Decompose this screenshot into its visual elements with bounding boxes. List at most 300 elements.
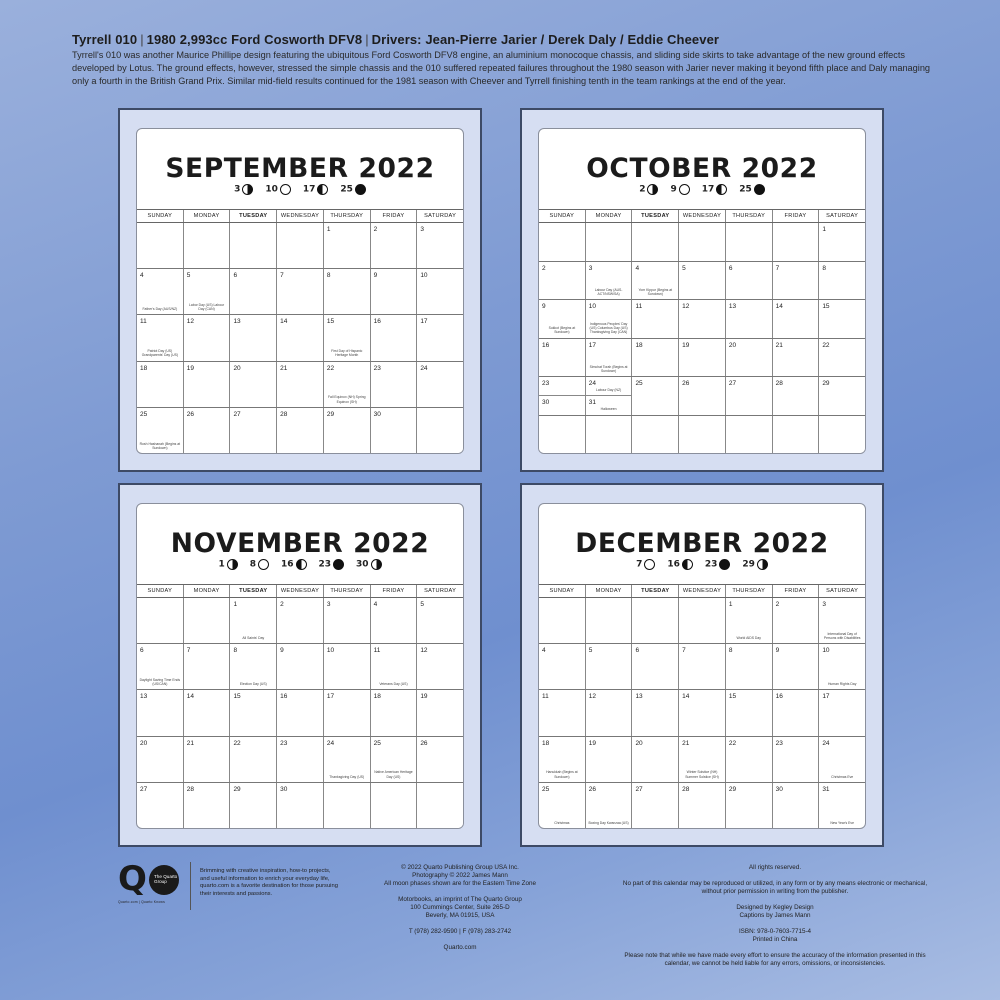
day-number: 24 xyxy=(822,739,830,747)
day-cell xyxy=(230,644,277,689)
moon-phase xyxy=(670,184,689,195)
day-cell xyxy=(324,362,371,407)
week-row xyxy=(137,362,463,408)
moon-phase xyxy=(356,559,382,570)
day-cell xyxy=(324,598,371,643)
day-number: 10 xyxy=(822,647,830,655)
day-cell xyxy=(773,416,820,454)
day-number: 21 xyxy=(682,739,690,747)
moon-day: 3 xyxy=(234,184,241,195)
day-number: 8 xyxy=(822,264,826,272)
moon-note: All moon phases shown are for the Eastern Time Zone xyxy=(384,880,536,887)
day-cell xyxy=(277,315,324,360)
day-number: 28 xyxy=(775,380,783,387)
holiday-label: Halloween xyxy=(600,407,617,412)
day-cell xyxy=(679,223,726,261)
day-cell xyxy=(726,598,773,643)
day-cell xyxy=(417,269,463,314)
day-cell xyxy=(819,416,865,454)
day-cell xyxy=(819,223,865,261)
copyright: © 2022 Quarto Publishing Group USA Inc. xyxy=(401,864,519,871)
month-grid xyxy=(539,584,865,828)
day-half xyxy=(586,377,632,395)
moon-day: 29 xyxy=(742,559,755,570)
day-cell xyxy=(773,300,820,338)
day-cell xyxy=(230,737,277,782)
day-half xyxy=(586,395,632,414)
day-cell xyxy=(819,598,865,643)
day-cell xyxy=(417,783,463,828)
day-number: 9 xyxy=(775,647,780,655)
car-engine: 1980 2,993cc Ford Cosworth DFV8 xyxy=(146,32,363,47)
day-number: 4 xyxy=(635,264,640,272)
day-cell xyxy=(726,416,773,454)
holiday-label: International Day of Persons with Disabilities xyxy=(823,631,861,640)
moon-phase xyxy=(250,559,269,570)
new-moon-icon xyxy=(719,559,730,570)
weekday-label: SUNDAY xyxy=(137,210,184,222)
day-number: 15 xyxy=(326,318,335,326)
day-number: 2 xyxy=(373,226,378,233)
holiday-label: Fall Equinox (NH) Spring Equinox (SH) xyxy=(327,395,366,404)
day-number: 27 xyxy=(635,785,643,793)
day-cell xyxy=(632,300,679,338)
day-cell xyxy=(679,262,726,300)
day-cell xyxy=(184,598,231,643)
car-heading: Tyrrell 010 | 1980 2,993cc Ford Cosworth DFV8 | Drivers: Jean-Pierre Jarier / Derek Daly / Eddie Cheever xyxy=(72,32,720,47)
day-cell xyxy=(277,269,324,314)
holiday-label: Native American Heritage Day (US) xyxy=(374,770,413,779)
day-cell xyxy=(679,377,726,415)
holiday-label: Winter Solstice (NH) Summer Solstice (SH) xyxy=(685,770,719,779)
weekday-label: MONDAY xyxy=(184,210,231,222)
day-number: 19 xyxy=(588,739,596,747)
day-cell xyxy=(726,300,773,338)
day-cell xyxy=(137,223,184,268)
full-moon-icon xyxy=(644,559,655,570)
month-grid xyxy=(539,209,865,453)
address-line-2: Beverly, MA 01915, USA xyxy=(425,912,495,919)
day-cell xyxy=(726,339,773,377)
holiday-label: First Day of Hispanic Heritage Month xyxy=(331,349,363,358)
day-number: 27 xyxy=(728,380,737,387)
day-number: 15 xyxy=(233,693,241,701)
day-number: 11 xyxy=(140,318,147,326)
disclaimer: Please note that while we have made every effort to ensure the accuracy of the information presented in this calendar, we cannot be held liable for any errors, omissions, or inconsistencies. xyxy=(624,952,926,967)
day-cell xyxy=(679,300,726,338)
holiday-label: World AIDS Day xyxy=(736,636,761,640)
day-number: 23 xyxy=(373,364,381,372)
weekday-label: TUESDAY xyxy=(230,585,277,597)
day-cell xyxy=(277,737,324,782)
day-cell xyxy=(819,690,865,735)
holiday-label: Yom Kippur (Begins at Sundown) xyxy=(638,287,673,296)
day-cell xyxy=(586,783,633,828)
day-cell xyxy=(586,416,633,454)
day-cell xyxy=(324,408,371,453)
day-cell xyxy=(371,598,418,643)
holiday-label: Human Rights Day xyxy=(827,682,857,687)
day-cell xyxy=(539,783,586,828)
day-number: 20 xyxy=(728,341,737,349)
day-number: 17 xyxy=(588,341,596,349)
day-number: 27 xyxy=(233,410,241,418)
day-cell xyxy=(586,644,633,689)
day-number: 12 xyxy=(186,318,194,326)
day-cell xyxy=(137,362,184,407)
day-number: 21 xyxy=(775,341,783,349)
weekday-label: SATURDAY xyxy=(424,213,457,219)
day-cell xyxy=(726,223,773,261)
day-number: 4 xyxy=(373,601,378,608)
moon-day: 2 xyxy=(639,184,646,195)
holiday-label: Labor Day (US) Labour Day (CAN) xyxy=(189,303,225,312)
day-number: 31 xyxy=(822,785,830,793)
week-row xyxy=(137,598,463,644)
day-number: 8 xyxy=(728,647,733,655)
day-cell xyxy=(184,783,231,828)
day-cell xyxy=(819,737,865,782)
weekday-label: FRIDAY xyxy=(371,585,418,597)
weekday-header xyxy=(137,585,463,598)
day-cell xyxy=(632,377,679,415)
weekday-label: SUNDAY xyxy=(137,585,184,597)
weekday-label: THURSDAY xyxy=(324,585,371,597)
day-cell xyxy=(371,223,418,268)
weeks xyxy=(539,598,865,828)
day-number: 19 xyxy=(682,341,690,349)
day-number: 5 xyxy=(588,647,593,655)
day-cell xyxy=(539,377,586,415)
week-row xyxy=(539,416,865,454)
moon-day: 25 xyxy=(340,184,353,195)
weekday-label: THURSDAY xyxy=(726,210,773,222)
day-cell xyxy=(371,783,418,828)
holiday-label: Indigenous Peoples' Day (US) Columbus Day (US) Thanksgiving Day (CAN) xyxy=(589,321,628,335)
day-cell xyxy=(417,737,463,782)
week-row xyxy=(137,223,463,269)
holiday-label: Daylight Saving Time Ends (US/CAN) xyxy=(139,678,181,687)
last-moon-icon xyxy=(317,184,328,195)
day-cell xyxy=(819,339,865,377)
day-number: 25 xyxy=(635,380,643,387)
day-cell xyxy=(277,690,324,735)
full-moon-icon xyxy=(258,559,269,570)
holiday-label: Labour Day (AUS-ACT/NSW/SA) xyxy=(594,287,623,296)
moon-phases xyxy=(137,184,463,195)
divider xyxy=(190,862,191,910)
week-row xyxy=(539,783,865,828)
holiday-label: Christmas xyxy=(554,820,570,825)
moon-phase xyxy=(667,559,693,570)
day-number: 10 xyxy=(326,647,335,655)
day-cell xyxy=(586,690,633,735)
day-number: 28 xyxy=(186,785,194,793)
day-number: 17 xyxy=(822,693,830,701)
first-moon-icon xyxy=(647,184,658,195)
moon-day: 16 xyxy=(280,559,294,570)
day-number: 30 xyxy=(280,785,288,793)
day-cell xyxy=(586,262,633,300)
legal-info xyxy=(615,864,935,968)
day-number: 2 xyxy=(280,601,284,608)
day-number: 29 xyxy=(233,785,241,793)
day-number: 30 xyxy=(373,410,381,418)
day-number: 9 xyxy=(542,303,546,310)
day-number: 4 xyxy=(140,272,144,280)
day-cell xyxy=(230,783,277,828)
moon-day: 7 xyxy=(636,559,643,570)
day-number: 12 xyxy=(588,693,596,701)
moon-day: 9 xyxy=(670,184,677,195)
isbn: ISBN: 978-0-7603-7715-4 xyxy=(738,928,812,935)
day-cell xyxy=(726,737,773,782)
day-cell xyxy=(417,408,463,453)
moon-phases xyxy=(539,559,865,570)
day-number: 19 xyxy=(186,364,194,372)
holiday-label: Father's Day (AUS/NZ) xyxy=(142,307,178,312)
month-card xyxy=(538,128,866,454)
day-number: 26 xyxy=(588,785,596,793)
day-number: 17 xyxy=(326,693,335,701)
day-number: 4 xyxy=(542,647,546,655)
weekday-label: WEDNESDAY xyxy=(679,585,726,597)
day-number: 7 xyxy=(186,647,191,655)
day-cell xyxy=(539,300,586,338)
holiday-label: All Saints' Day xyxy=(242,636,265,640)
day-number: 14 xyxy=(186,693,194,701)
day-cell xyxy=(586,377,633,415)
week-row xyxy=(539,598,865,644)
day-number: 25 xyxy=(140,410,148,418)
day-number: 23 xyxy=(775,739,783,747)
day-number: 31 xyxy=(588,399,596,407)
day-number: 6 xyxy=(233,272,238,280)
week-row xyxy=(137,315,463,361)
day-cell xyxy=(277,598,324,643)
day-cell xyxy=(632,598,679,643)
holiday-label: Christmas Eve xyxy=(831,774,854,779)
page-footer xyxy=(0,858,1000,1000)
day-cell xyxy=(137,408,184,453)
day-half xyxy=(539,395,585,414)
day-number: 2 xyxy=(542,264,546,272)
week-row xyxy=(539,300,865,339)
day-number: 25 xyxy=(373,739,381,747)
calendar-panel-november xyxy=(118,483,482,847)
day-cell xyxy=(417,690,463,735)
day-number: 16 xyxy=(542,341,550,349)
logo-tagline: Quarto.com | Quarto Knows xyxy=(118,900,165,904)
day-cell xyxy=(539,262,586,300)
weekday-label: FRIDAY xyxy=(773,585,820,597)
day-number: 13 xyxy=(728,303,737,310)
moon-phase xyxy=(739,184,765,195)
day-number: 5 xyxy=(682,264,686,272)
weekday-label: MONDAY xyxy=(184,585,231,597)
day-cell xyxy=(773,690,820,735)
day-number: 13 xyxy=(140,693,148,701)
day-cell xyxy=(632,783,679,828)
day-cell xyxy=(539,598,586,643)
day-number: 20 xyxy=(140,739,148,747)
new-moon-icon xyxy=(355,184,366,195)
day-cell xyxy=(632,339,679,377)
day-cell xyxy=(324,315,371,360)
day-cell xyxy=(773,223,820,261)
day-cell xyxy=(726,644,773,689)
weekday-label: FRIDAY xyxy=(773,210,820,222)
moon-day: 10 xyxy=(265,184,278,195)
week-row xyxy=(137,690,463,736)
week-row xyxy=(137,644,463,690)
week-row xyxy=(539,377,865,416)
day-cell xyxy=(137,783,184,828)
day-cell xyxy=(371,362,418,407)
day-cell xyxy=(230,223,277,268)
car-drivers: Drivers: Jean-Pierre Jarier / Derek Daly / Eddie Cheever xyxy=(371,32,720,47)
month-card xyxy=(136,128,464,454)
day-cell xyxy=(539,416,586,454)
day-cell xyxy=(726,377,773,415)
day-number: 22 xyxy=(233,739,241,747)
day-cell xyxy=(137,315,184,360)
moon-phase xyxy=(702,184,728,195)
day-cell xyxy=(539,737,586,782)
week-row xyxy=(539,223,865,262)
day-cell xyxy=(371,737,418,782)
day-number: 20 xyxy=(635,739,643,747)
day-number: 29 xyxy=(326,410,335,418)
day-number: 12 xyxy=(682,303,690,310)
day-cell xyxy=(586,598,633,643)
week-row xyxy=(539,737,865,783)
day-number: 21 xyxy=(280,364,288,372)
moon-day: 17 xyxy=(302,184,316,195)
day-cell xyxy=(417,644,463,689)
weekday-label: WEDNESDAY xyxy=(277,210,324,222)
day-number: 19 xyxy=(420,693,428,701)
day-number: 10 xyxy=(420,272,428,280)
day-cell xyxy=(632,690,679,735)
week-row xyxy=(137,783,463,828)
moon-phase xyxy=(281,559,307,570)
weeks xyxy=(137,223,463,453)
day-number: 22 xyxy=(822,341,830,349)
imprint: Motorbooks, an imprint of The Quarto Group xyxy=(398,896,522,903)
day-number: 28 xyxy=(682,785,690,793)
weekday-label: FRIDAY xyxy=(371,210,418,222)
logo-letter: Q xyxy=(118,859,147,899)
holiday-label: New Year's Eve xyxy=(830,820,854,825)
day-number: 26 xyxy=(420,739,428,747)
day-number: 29 xyxy=(822,380,830,387)
month-title: NOVEMBER 2022 xyxy=(170,528,430,559)
day-cell xyxy=(773,262,820,300)
week-row xyxy=(137,408,463,453)
day-cell xyxy=(324,690,371,735)
day-cell xyxy=(277,783,324,828)
day-half xyxy=(539,377,585,395)
day-cell xyxy=(539,223,586,261)
day-number: 7 xyxy=(775,264,780,272)
holiday-label: Veterans Day (US) xyxy=(379,682,408,687)
week-row xyxy=(539,339,865,378)
rights: All rights reserved. xyxy=(748,864,802,871)
calendar-panel-october xyxy=(520,108,884,472)
day-number: 18 xyxy=(635,341,643,349)
day-cell xyxy=(679,690,726,735)
day-cell xyxy=(324,223,371,268)
day-number: 21 xyxy=(186,739,194,747)
moon-phases xyxy=(539,184,865,195)
day-number: 18 xyxy=(373,693,381,701)
day-cell xyxy=(586,300,633,338)
weekday-label: SUNDAY xyxy=(539,210,586,222)
day-number: 20 xyxy=(233,364,241,372)
day-cell xyxy=(184,362,231,407)
car-name: Tyrrell 010 xyxy=(72,32,138,47)
day-cell xyxy=(586,223,633,261)
moon-phase xyxy=(265,184,291,195)
holiday-label: Boxing Day Kwanzaa (US) xyxy=(588,820,629,825)
moon-phases xyxy=(137,559,463,570)
first-moon-icon xyxy=(227,559,238,570)
week-row xyxy=(539,690,865,736)
day-number: 3 xyxy=(822,601,826,608)
day-cell xyxy=(371,408,418,453)
day-number: 8 xyxy=(233,647,238,655)
moon-phase xyxy=(340,184,366,195)
day-cell xyxy=(679,783,726,828)
day-cell xyxy=(371,690,418,735)
day-cell xyxy=(137,690,184,735)
first-moon-icon xyxy=(371,559,382,570)
month-title: OCTOBER 2022 xyxy=(586,153,818,184)
day-number: 26 xyxy=(682,380,690,387)
weekday-header xyxy=(539,585,865,598)
day-number: 11 xyxy=(542,693,549,701)
day-number: 9 xyxy=(280,647,284,655)
day-cell xyxy=(586,737,633,782)
day-cell xyxy=(679,339,726,377)
new-moon-icon xyxy=(333,559,344,570)
day-number: 23 xyxy=(280,739,288,747)
day-cell xyxy=(184,315,231,360)
day-number: 14 xyxy=(280,318,288,326)
moon-day: 1 xyxy=(218,559,225,570)
moon-day: 8 xyxy=(249,559,256,570)
day-cell xyxy=(773,598,820,643)
day-cell xyxy=(230,408,277,453)
designer-credit: Designed by Kegley Design xyxy=(736,904,814,911)
day-number: 23 xyxy=(542,380,550,387)
day-cell xyxy=(726,783,773,828)
day-cell xyxy=(773,644,820,689)
day-cell xyxy=(679,416,726,454)
full-moon-icon xyxy=(280,184,291,195)
day-number: 29 xyxy=(728,785,737,793)
day-cell xyxy=(632,223,679,261)
moon-day: 23 xyxy=(318,559,332,570)
day-cell xyxy=(539,690,586,735)
day-number: 8 xyxy=(326,272,331,280)
day-cell xyxy=(539,644,586,689)
day-number: 30 xyxy=(542,399,550,407)
day-cell xyxy=(277,362,324,407)
day-cell xyxy=(632,644,679,689)
first-moon-icon xyxy=(242,184,253,195)
